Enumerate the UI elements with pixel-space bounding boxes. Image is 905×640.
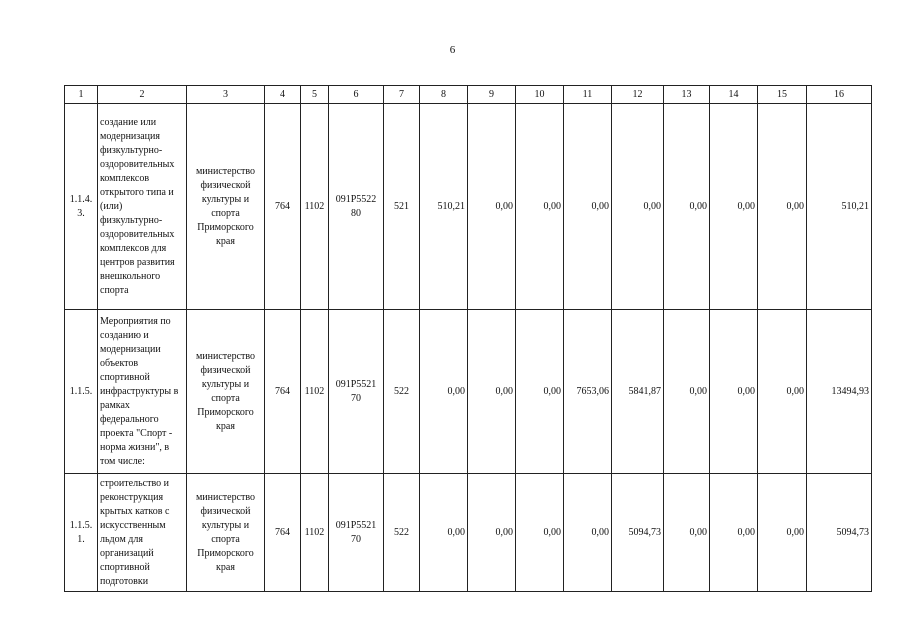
cell-c13: 0,00 xyxy=(664,474,710,592)
cell-c7: 522 xyxy=(384,474,420,592)
cell-c15: 0,00 xyxy=(758,310,807,474)
cell-c15: 0,00 xyxy=(758,474,807,592)
cell-c16: 5094,73 xyxy=(807,474,872,592)
cell-c11: 0,00 xyxy=(564,474,612,592)
cell-c12: 5094,73 xyxy=(612,474,664,592)
cell-c12: 5841,87 xyxy=(612,310,664,474)
cell-c16: 13494,93 xyxy=(807,310,872,474)
row-department: министерство физической культуры и спорта Приморского края xyxy=(187,104,265,310)
cell-c13: 0,00 xyxy=(664,310,710,474)
column-header: 3 xyxy=(187,86,265,104)
cell-c5: 1102 xyxy=(301,310,329,474)
cell-c4: 764 xyxy=(265,474,301,592)
cell-c9: 0,00 xyxy=(468,104,516,310)
cell-c15: 0,00 xyxy=(758,104,807,310)
row-name: создание или модернизация физкультурно-оздоровительных комплексов открытого типа и (или) физкультурно-оздоровительных комплексов для центров развития внешкольного спорта xyxy=(98,104,187,310)
column-header: 16 xyxy=(807,86,872,104)
row-index: 1.1.4. 3. xyxy=(65,104,98,310)
cell-c11: 0,00 xyxy=(564,104,612,310)
cell-c4: 764 xyxy=(265,310,301,474)
cell-c11: 7653,06 xyxy=(564,310,612,474)
cell-c7: 521 xyxy=(384,104,420,310)
column-header: 15 xyxy=(758,86,807,104)
cell-c8: 0,00 xyxy=(420,474,468,592)
table-row xyxy=(65,104,872,310)
column-header: 12 xyxy=(612,86,664,104)
cell-c6: 091P5521 70 xyxy=(329,474,384,592)
cell-c6: 091P5522 80 xyxy=(329,104,384,310)
row-name: строительство и реконструкция крытых катков с искусственным льдом для организаций спортивной подготовки xyxy=(98,474,187,592)
cell-c4: 764 xyxy=(265,104,301,310)
table-row xyxy=(65,474,872,592)
cell-c9: 0,00 xyxy=(468,310,516,474)
row-index: 1.1.5. 1. xyxy=(65,474,98,592)
cell-c8: 510,21 xyxy=(420,104,468,310)
cell-c8: 0,00 xyxy=(420,310,468,474)
column-header: 1 xyxy=(65,86,98,104)
cell-c12: 0,00 xyxy=(612,104,664,310)
row-department: министерство физической культуры и спорта Приморского края xyxy=(187,310,265,474)
column-header: 7 xyxy=(384,86,420,104)
cell-c7: 522 xyxy=(384,310,420,474)
cell-c14: 0,00 xyxy=(710,310,758,474)
cell-c6: 091P5521 70 xyxy=(329,310,384,474)
row-index: 1.1.5. xyxy=(65,310,98,474)
cell-c9: 0,00 xyxy=(468,474,516,592)
column-header: 6 xyxy=(329,86,384,104)
column-header: 14 xyxy=(710,86,758,104)
cell-c10: 0,00 xyxy=(516,474,564,592)
row-name: Мероприятия по созданию и модернизации объектов спортивной инфраструктуры в рамках федерального проекта "Спорт - норма жизни", в том числе: xyxy=(98,310,187,474)
cell-c14: 0,00 xyxy=(710,104,758,310)
table-row xyxy=(65,310,872,474)
header-row xyxy=(65,86,872,104)
cell-c5: 1102 xyxy=(301,104,329,310)
column-header: 11 xyxy=(564,86,612,104)
cell-c16: 510,21 xyxy=(807,104,872,310)
column-header: 4 xyxy=(265,86,301,104)
cell-c5: 1102 xyxy=(301,474,329,592)
column-header: 13 xyxy=(664,86,710,104)
column-header: 5 xyxy=(301,86,329,104)
cell-c13: 0,00 xyxy=(664,104,710,310)
column-header: 10 xyxy=(516,86,564,104)
page-number: 6 xyxy=(449,44,456,56)
row-department: министерство физической культуры и спорта Приморского края xyxy=(187,474,265,592)
column-header: 9 xyxy=(468,86,516,104)
column-header: 8 xyxy=(420,86,468,104)
cell-c10: 0,00 xyxy=(516,310,564,474)
column-header: 2 xyxy=(98,86,187,104)
cell-c10: 0,00 xyxy=(516,104,564,310)
cell-c14: 0,00 xyxy=(710,474,758,592)
budget-table xyxy=(64,85,872,592)
